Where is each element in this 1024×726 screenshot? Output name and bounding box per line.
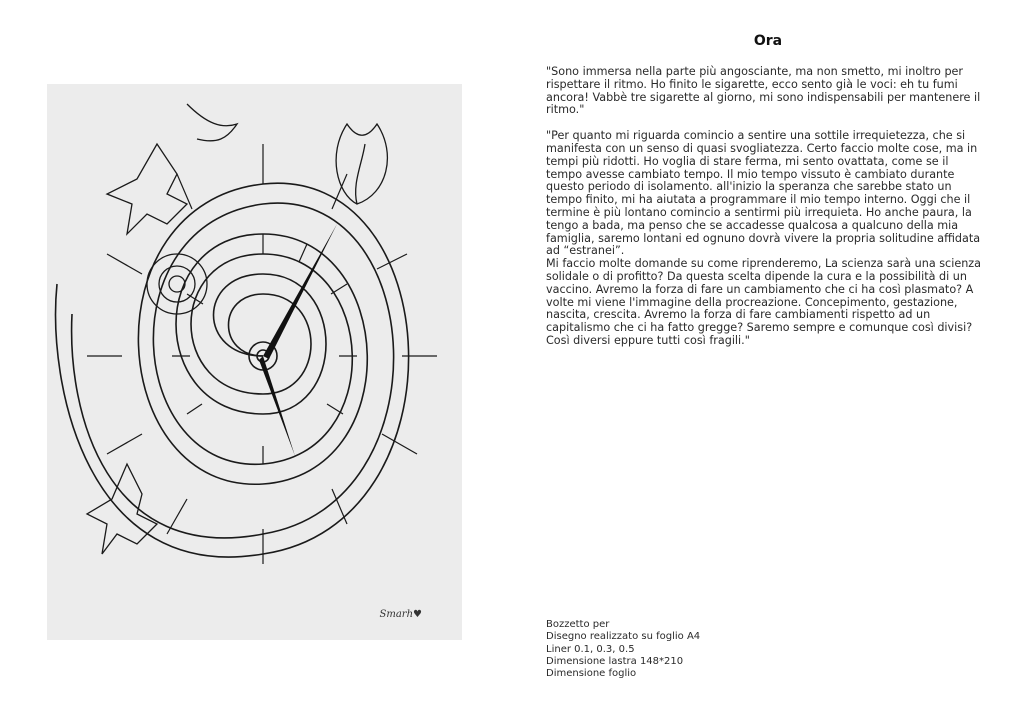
- paragraph-2: "Per quanto mi riguarda comincio a sentire una sottile irrequietezza, che si manifesta con un senso di quasi svogliatezza. Certo faccio molte cose, ma in tempi più ridotti. Ho voglia di stare ferma, mi sento ovattata, come se il tempo avesse cambiato tempo. Il mio tempo vissuto è cambiato durante questo periodo di isolamento. all'inizio la speranza che sarebbe stato un tempo finito, mi ha aiutata a programmare il mio tempo interno. Oggi che il termine è più lontano comincio a sentirmi più irrequieta. Ho anche paura, la tengo a bada, ma penso che se accadesse qualcosa a qualcuno della mia famiglia, saremo lontani ed ognuno dovrà vivere la propria solitudine affidata ad “estranei”.: [546, 129, 981, 258]
- detail-line: Dimensione foglio: [546, 668, 637, 680]
- spiral-clock-drawing: [47, 84, 462, 640]
- detail-line: Disegno realizzato su foglio A4: [546, 631, 701, 643]
- paragraph-1: "Sono immersa nella parte più angosciante, ma non smetto, mi inoltro per rispettare il ritmo. Ho finito le sigarette, ecco sento già le voci: eh tu fumi ancora! Vabbè tre sigarette al giorno, mi sono indispensabili per mantenere il ritmo.": [546, 65, 981, 117]
- detail-line: Bozzetto per: [546, 619, 610, 630]
- artwork-image: [47, 84, 462, 640]
- artist-signature: Smarh♥: [379, 609, 422, 620]
- paragraph-3: Mi faccio molte domande su come riprenderemo, La scienza sarà una scienza solidale o di profitto? Da questa scelta dipende la cura e la possibilità di un vaccino. Avremo la forza di fare un cambiamento che ci ha così plasmato? A volte mi viene l'immagine della procreazione. Concepimento, gestazione, nascita, crescita. Avremo la forza di fare cambiamenti rispetto ad un capitalismo che ci ha fatto gregge? Saremo sempre e comunque così divisi? Così diversi eppure tutti così fragili.": [546, 257, 982, 347]
- detail-line: Liner 0.1, 0.3, 0.5: [546, 643, 635, 655]
- page-title: Ora: [753, 33, 783, 49]
- artwork-details: [546, 619, 846, 680]
- detail-line: Dimensione lastra 148*210: [546, 655, 684, 667]
- body-text: [546, 66, 986, 348]
